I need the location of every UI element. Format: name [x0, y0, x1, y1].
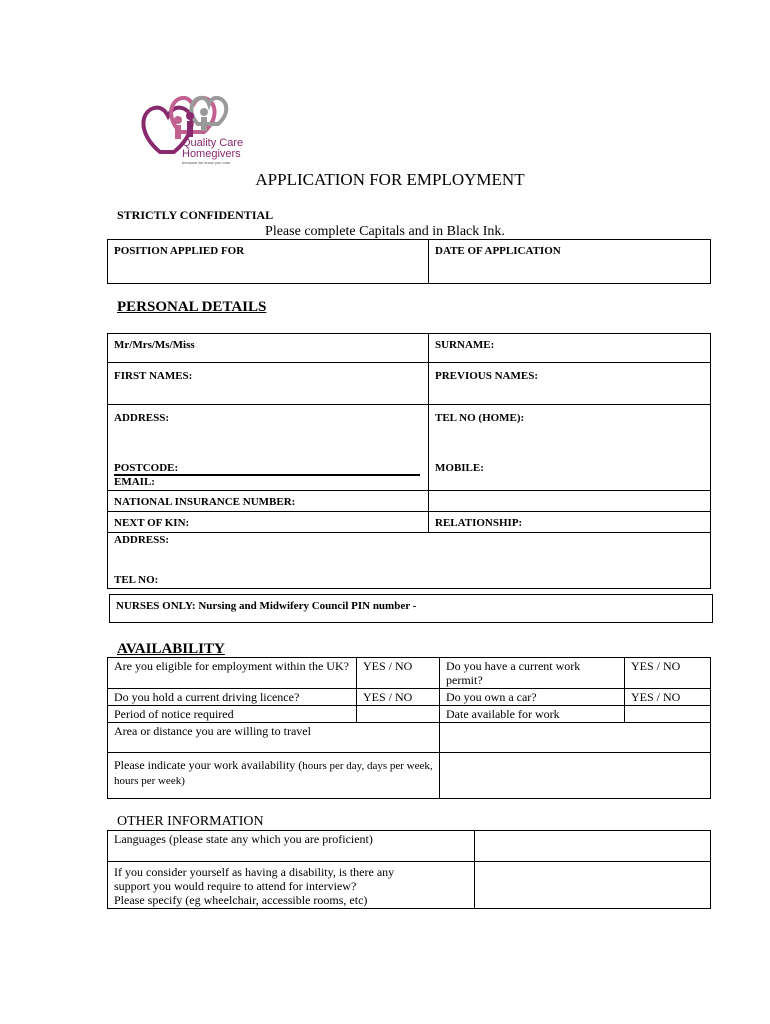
instruction-text: Please complete Capitals and in Black Ink. [265, 224, 505, 239]
logo-tagline: because we know you care [182, 160, 231, 165]
notice-input[interactable] [357, 706, 440, 723]
tel-home-label: TEL NO (HOME): [435, 412, 525, 424]
address-label: ADDRESS: [114, 412, 170, 424]
hours-input[interactable] [440, 753, 711, 799]
languages-label: Languages (please state any which you are proficient) [108, 831, 475, 862]
kin-tel-label: TEL NO: [114, 574, 159, 586]
surname-label: SURNAME: [435, 339, 495, 351]
kin-address-label: ADDRESS: [114, 534, 170, 546]
availability-table [107, 657, 711, 799]
position-table [107, 239, 711, 284]
email-label: EMAIL: [114, 476, 155, 488]
nurses-table [109, 594, 713, 623]
hours-label-small: hours per day, days per week, hours per week) [114, 760, 433, 787]
next-of-kin-field[interactable] [108, 512, 429, 533]
company-logo [138, 94, 248, 174]
title-label: Mr/Mrs/Ms/Miss [114, 339, 195, 351]
other-information-heading: OTHER INFORMATION [117, 814, 264, 829]
eligible-answer[interactable]: YES / NO [357, 658, 440, 689]
disability-line1: If you consider yourself as having a disability, is there any [114, 865, 395, 879]
surname-field[interactable] [429, 334, 711, 363]
logo-line1: Quality Care [182, 137, 244, 149]
licence-question: Do you hold a current driving licence? [108, 689, 357, 706]
previous-names-field[interactable] [429, 363, 711, 405]
relationship-field[interactable] [429, 512, 711, 533]
title-field[interactable] [108, 334, 429, 363]
eligible-question: Are you eligible for employment within the UK? [108, 658, 357, 689]
date-of-application-label: DATE OF APPLICATION [435, 245, 561, 257]
national-insurance-field[interactable] [108, 491, 429, 512]
national-insurance-label: NATIONAL INSURANCE NUMBER: [114, 496, 296, 508]
travel-label: Area or distance you are willing to travel [108, 723, 440, 753]
personal-details-heading: PERSONAL DETAILS [117, 299, 267, 315]
relationship-label: RELATIONSHIP: [435, 517, 523, 529]
postcode-label: POSTCODE: [114, 462, 179, 474]
previous-names-label: PREVIOUS NAMES: [435, 370, 538, 382]
hours-label [108, 753, 440, 799]
kin-address-field[interactable] [108, 533, 711, 589]
position-applied-field[interactable] [108, 240, 429, 284]
car-question: Do you own a car? [440, 689, 625, 706]
licence-answer[interactable]: YES / NO [357, 689, 440, 706]
permit-answer[interactable]: YES / NO [625, 658, 711, 689]
notice-label: Period of notice required [108, 706, 357, 723]
date-available-label: Date available for work [440, 706, 625, 723]
permit-question: Do you have a current work permit? [440, 658, 625, 689]
date-of-application-field[interactable] [429, 240, 711, 284]
availability-heading: AVAILABILITY [117, 641, 225, 657]
disability-input[interactable] [475, 862, 711, 909]
languages-input[interactable] [475, 831, 711, 862]
car-answer[interactable]: YES / NO [625, 689, 711, 706]
confidential-label: STRICTLY CONFIDENTIAL [117, 208, 274, 222]
page-title: APPLICATION FOR EMPLOYMENT [255, 170, 525, 189]
disability-line2: support you would require to attend for interview? [114, 879, 357, 893]
national-insurance-blank[interactable] [429, 491, 711, 512]
travel-input[interactable] [440, 723, 711, 753]
nmc-pin-label: NURSES ONLY: Nursing and Midwifery Council PIN number - [116, 600, 417, 612]
address-field[interactable] [108, 405, 429, 491]
date-available-input[interactable] [625, 706, 711, 723]
other-information-table [107, 830, 711, 909]
personal-details-table [107, 333, 711, 589]
first-names-label: FIRST NAMES: [114, 370, 193, 382]
tel-home-field[interactable] [429, 405, 711, 491]
position-applied-label: POSITION APPLIED FOR [114, 245, 245, 257]
hours-label-main: Please indicate your work availability ( [114, 758, 303, 772]
mobile-label: MOBILE: [435, 462, 484, 474]
nmc-pin-field[interactable] [110, 595, 713, 623]
disability-label [108, 862, 475, 909]
logo-line2: Homegivers [182, 148, 241, 160]
disability-line3: Please specify (eg wheelchair, accessible rooms, etc) [114, 893, 368, 907]
next-of-kin-label: NEXT OF KIN: [114, 517, 190, 529]
first-names-field[interactable] [108, 363, 429, 405]
